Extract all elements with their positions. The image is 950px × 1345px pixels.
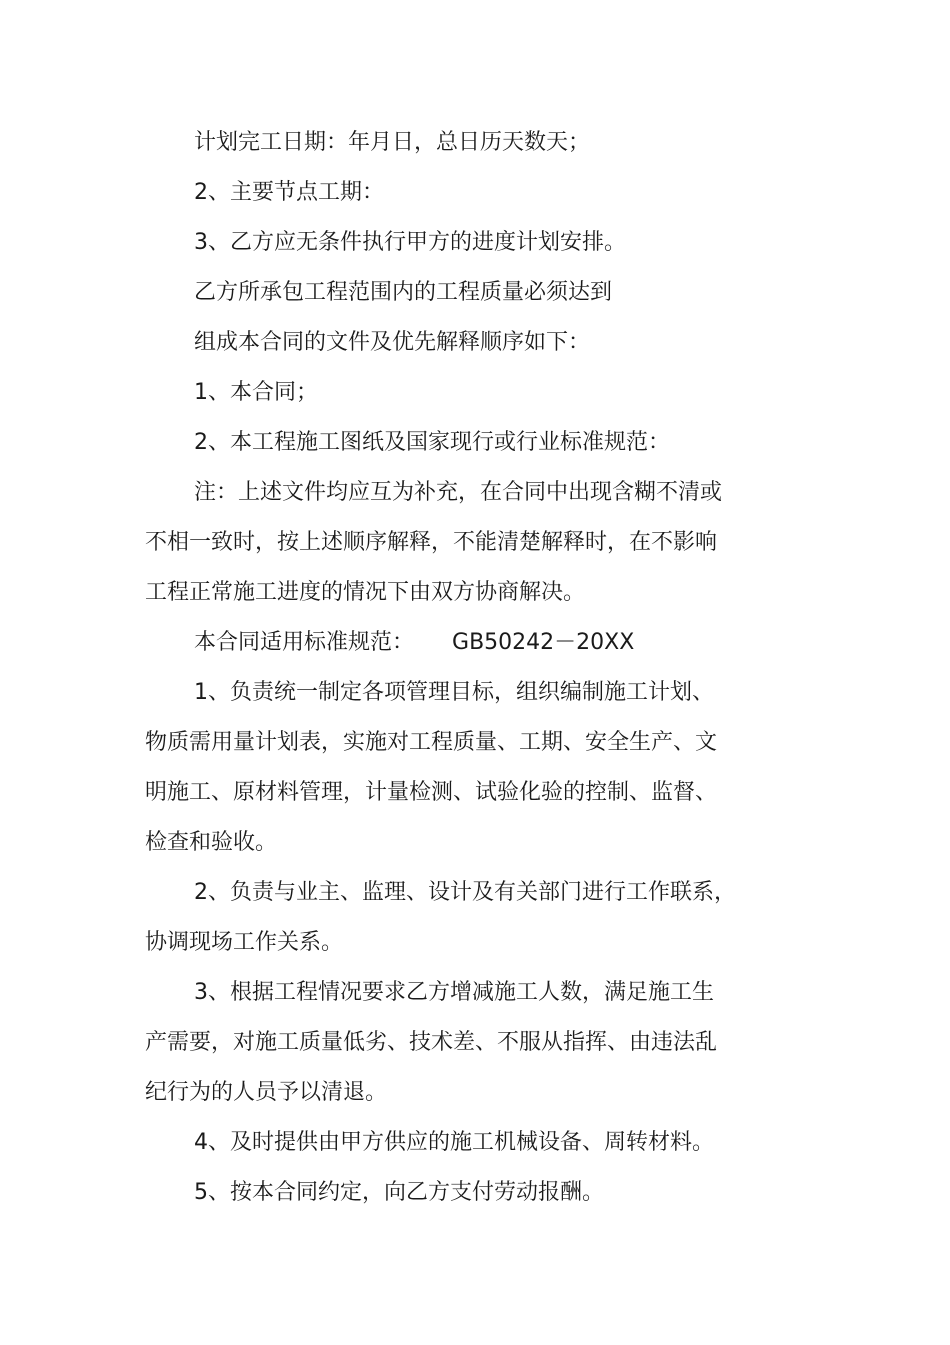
text-line: 协调现场工作关系。 [145,930,344,955]
text-line: 计划完工日期：年月日，总日历天数天； [194,130,591,155]
text-line: 检查和验收。 [145,830,278,855]
text-line: 3、根据工程情况要求乙方增减施工人数，满足施工生 [194,980,714,1005]
text-line: 1、本合同； [194,380,318,405]
standard-line [145,618,755,668]
text-line: 不相一致时，按上述顺序解释，不能清楚解释时，在不影响 [145,530,718,555]
text-line: 乙方所承包工程范围内的工程质量必须达到 [194,280,613,305]
paragraph-group-after [145,668,755,1218]
text-line: 注：上述文件均应互为补充，在合同中出现含糊不清或 [194,480,723,505]
paragraph-group-before [145,118,755,618]
text-line: 组成本合同的文件及优先解释顺序如下： [194,330,591,355]
text-line: 2、主要节点工期： [194,180,384,205]
text-line: 2、本工程施工图纸及国家现行或行业标准规范： [194,430,670,455]
text-line: 物质需用量计划表，实施对工程质量、工期、安全生产、文 [145,730,718,755]
text-line: 4、及时提供由甲方供应的施工机械设备、周转材料。 [194,1130,714,1155]
contract-text [145,118,755,1218]
text-line: 5、按本合同约定，向乙方支付劳动报酬。 [194,1180,604,1205]
text-line: 2、负责与业主、监理、设计及有关部门进行工作联系， [194,880,736,905]
standard-label: 本合同适用标准规范： [194,630,415,655]
text-line: 明施工、原材料管理，计量检测、试验化验的控制、监督、 [145,780,718,805]
standard-code: GB50242－20XX [452,630,635,655]
text-line: 3、乙方应无条件执行甲方的进度计划安排。 [194,230,626,255]
text-line: 纪行为的人员予以清退。 [145,1080,388,1105]
text-line: 产需要，对施工质量低劣、技术差、不服从指挥、由违法乱 [145,1030,718,1055]
text-line: 工程正常施工进度的情况下由双方协商解决。 [145,580,586,605]
text-line: 1、负责统一制定各项管理目标，组织编制施工计划、 [194,680,714,705]
